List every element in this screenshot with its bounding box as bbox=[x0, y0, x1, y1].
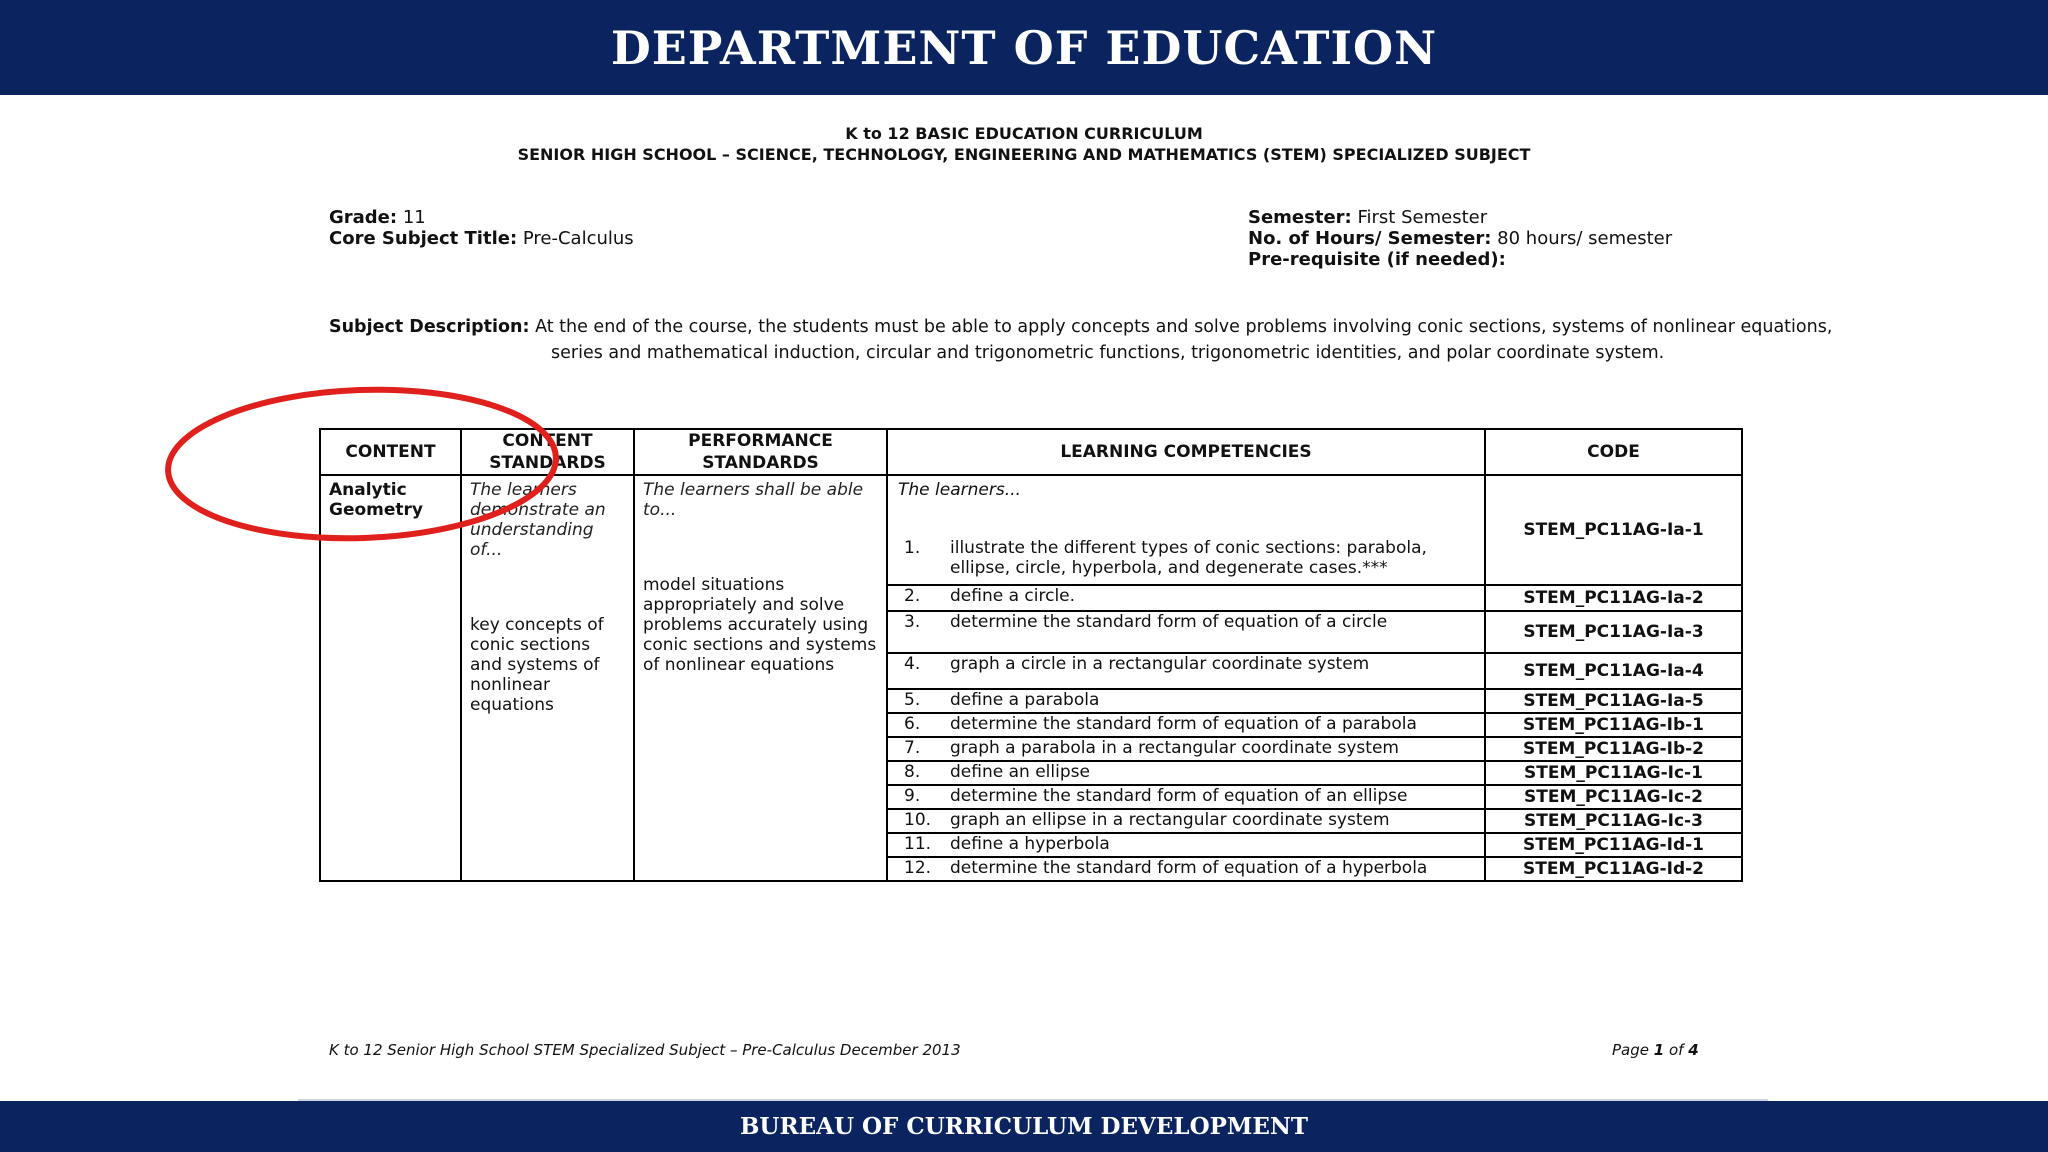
hours-line bbox=[1248, 228, 1672, 249]
meta-right bbox=[1248, 207, 1672, 270]
curriculum-table bbox=[319, 428, 1743, 882]
table-body bbox=[320, 475, 1742, 881]
competency-text: graph a circle in a rectangular coordinate system bbox=[950, 654, 1370, 674]
content-value: Analytic Geometry bbox=[329, 480, 423, 520]
competency-item bbox=[888, 786, 1484, 806]
subject-title-label: Core Subject Title: bbox=[329, 228, 518, 249]
header-code: CODE bbox=[1485, 429, 1742, 475]
subject-title-line bbox=[329, 228, 634, 249]
description-label: Subject Description: bbox=[329, 317, 530, 337]
competencies-intro: The learners... bbox=[898, 480, 1021, 500]
department-title: DEPARTMENT OF EDUCATION bbox=[610, 20, 1438, 75]
curriculum-title: K to 12 BASIC EDUCATION CURRICULUM bbox=[845, 124, 1203, 143]
competency-item bbox=[888, 810, 1484, 830]
competency-cell bbox=[887, 585, 1485, 611]
header-learning-competencies: LEARNING COMPETENCIES bbox=[887, 429, 1485, 475]
competency-code: STEM_PC11AG-Ic-2 bbox=[1485, 785, 1742, 809]
bureau-title: BUREAU OF CURRICULUM DEVELOPMENT bbox=[739, 1113, 1309, 1140]
competency-cell bbox=[887, 761, 1485, 785]
content-cell bbox=[320, 475, 461, 881]
competency-cell bbox=[887, 737, 1485, 761]
competency-text: define a circle. bbox=[950, 586, 1076, 606]
description-line1: At the end of the course, the students must be able to apply concepts and solve problems involving conic sections, systems of nonlinear equations, bbox=[535, 317, 1833, 337]
competency-cell bbox=[887, 833, 1485, 857]
competency-item bbox=[888, 612, 1484, 632]
bureau-banner bbox=[0, 1101, 2048, 1152]
competency-text: determine the standard form of equation of a circle bbox=[950, 612, 1388, 632]
competency-text: graph an ellipse in a rectangular coordinate system bbox=[950, 810, 1390, 830]
grade-label: Grade: bbox=[329, 207, 398, 228]
competency-code: STEM_PC11AG-Ia-5 bbox=[1485, 689, 1742, 713]
subject-title-value: Pre-Calculus bbox=[522, 228, 634, 249]
competency-code: STEM_PC11AG-Ib-2 bbox=[1485, 737, 1742, 761]
competency-number: 8. bbox=[904, 762, 921, 782]
content-standards-text: key concepts of conic sections and systems of nonlinear equations bbox=[470, 615, 604, 715]
page-of: of bbox=[1669, 1041, 1684, 1059]
hours-value: 80 hours/ semester bbox=[1497, 228, 1673, 249]
content-standards-cell bbox=[461, 475, 634, 881]
curriculum-subtitle: SENIOR HIGH SCHOOL – SCIENCE, TECHNOLOGY, ENGINEERING AND MATHEMATICS (STEM) SPECIALIZED SUBJECT bbox=[517, 145, 1531, 164]
competency-number: 10. bbox=[904, 810, 932, 830]
content-standards-intro: The learners demonstrate an understanding of... bbox=[470, 480, 606, 560]
competency-cell bbox=[887, 689, 1485, 713]
competency-text: determine the standard form of equation of a parabola bbox=[950, 714, 1417, 734]
competency-text: define a hyperbola bbox=[950, 834, 1110, 854]
competency-item bbox=[888, 714, 1484, 734]
competency-cell bbox=[887, 809, 1485, 833]
competency-item bbox=[888, 762, 1484, 782]
hours-label: No. of Hours/ Semester: bbox=[1248, 228, 1492, 249]
competency-code: STEM_PC11AG-Id-2 bbox=[1485, 857, 1742, 881]
competency-cell bbox=[887, 857, 1485, 881]
competency-number: 6. bbox=[904, 714, 921, 734]
table-row bbox=[320, 475, 1742, 585]
competency-number: 9. bbox=[904, 786, 921, 806]
prerequisite-label: Pre-requisite (if needed): bbox=[1248, 249, 1506, 270]
competency-cell bbox=[887, 653, 1485, 689]
page-current: 1 bbox=[1653, 1041, 1665, 1059]
competency-number: 2. bbox=[904, 586, 921, 606]
competency-item bbox=[888, 858, 1484, 878]
competency-item bbox=[888, 538, 1484, 578]
competency-text: illustrate the different types of conic sections: parabola, ellipse, circle, hyperbola, and degenerate cases.*** bbox=[950, 538, 1427, 578]
page-prefix: Page bbox=[1612, 1041, 1649, 1059]
competency-item bbox=[888, 834, 1484, 854]
document-footer-note: K to 12 Senior High School STEM Specialized Subject – Pre-Calculus December 2013 bbox=[329, 1041, 961, 1059]
competency-item bbox=[888, 690, 1484, 710]
competency-text: determine the standard form of equation of an ellipse bbox=[950, 786, 1408, 806]
competency-text: graph a parabola in a rectangular coordinate system bbox=[950, 738, 1399, 758]
competency-text: define an ellipse bbox=[950, 762, 1090, 782]
competency-text: determine the standard form of equation of a hyperbola bbox=[950, 858, 1428, 878]
semester-label: Semester: bbox=[1248, 207, 1352, 228]
page-indicator bbox=[1612, 1041, 1699, 1059]
competency-number: 1. bbox=[904, 538, 921, 558]
performance-standards-text: model situations appropriately and solve problems accurately using conic sections and systems of nonlinear equations bbox=[643, 575, 877, 675]
page-total: 4 bbox=[1688, 1041, 1699, 1059]
competency-number: 11. bbox=[904, 834, 932, 854]
competency-item bbox=[888, 654, 1484, 674]
semester-line bbox=[1248, 207, 1672, 228]
competency-code: STEM_PC11AG-Ic-1 bbox=[1485, 761, 1742, 785]
competency-cell bbox=[887, 475, 1485, 585]
meta-left bbox=[329, 207, 634, 249]
header-performance-standards: PERFORMANCE STANDARDS bbox=[634, 429, 887, 475]
competency-number: 4. bbox=[904, 654, 921, 674]
performance-standards-intro: The learners shall be able to... bbox=[643, 480, 864, 520]
competency-code: STEM_PC11AG-Ic-3 bbox=[1485, 809, 1742, 833]
competency-number: 5. bbox=[904, 690, 921, 710]
competency-cell bbox=[887, 713, 1485, 737]
competency-text: define a parabola bbox=[950, 690, 1100, 710]
competency-cell bbox=[887, 611, 1485, 653]
competency-code: STEM_PC11AG-Ia-2 bbox=[1485, 585, 1742, 611]
competency-number: 12. bbox=[904, 858, 932, 878]
competency-item bbox=[888, 738, 1484, 758]
competency-code: STEM_PC11AG-Ia-3 bbox=[1485, 611, 1742, 653]
semester-value: First Semester bbox=[1357, 207, 1488, 228]
competency-item bbox=[888, 586, 1484, 606]
header-content-standards: CONTENT STANDARDS bbox=[461, 429, 634, 475]
competency-cell bbox=[887, 785, 1485, 809]
description-line2: series and mathematical induction, circular and trigonometric functions, trigonometric identities, and polar coordinate system. bbox=[551, 343, 1665, 363]
competency-number: 3. bbox=[904, 612, 921, 632]
department-banner bbox=[0, 0, 2048, 95]
competency-number: 7. bbox=[904, 738, 921, 758]
competency-code: STEM_PC11AG-Ia-4 bbox=[1485, 653, 1742, 689]
prerequisite-line bbox=[1248, 249, 1672, 270]
competency-code: STEM_PC11AG-Ia-1 bbox=[1485, 475, 1742, 585]
subject-description bbox=[329, 314, 1833, 366]
competency-code: STEM_PC11AG-Id-1 bbox=[1485, 833, 1742, 857]
competency-code: STEM_PC11AG-Ib-1 bbox=[1485, 713, 1742, 737]
header-content: CONTENT bbox=[320, 429, 461, 475]
grade-line bbox=[329, 207, 634, 228]
grade-value: 11 bbox=[402, 207, 426, 228]
performance-standards-cell bbox=[634, 475, 887, 881]
